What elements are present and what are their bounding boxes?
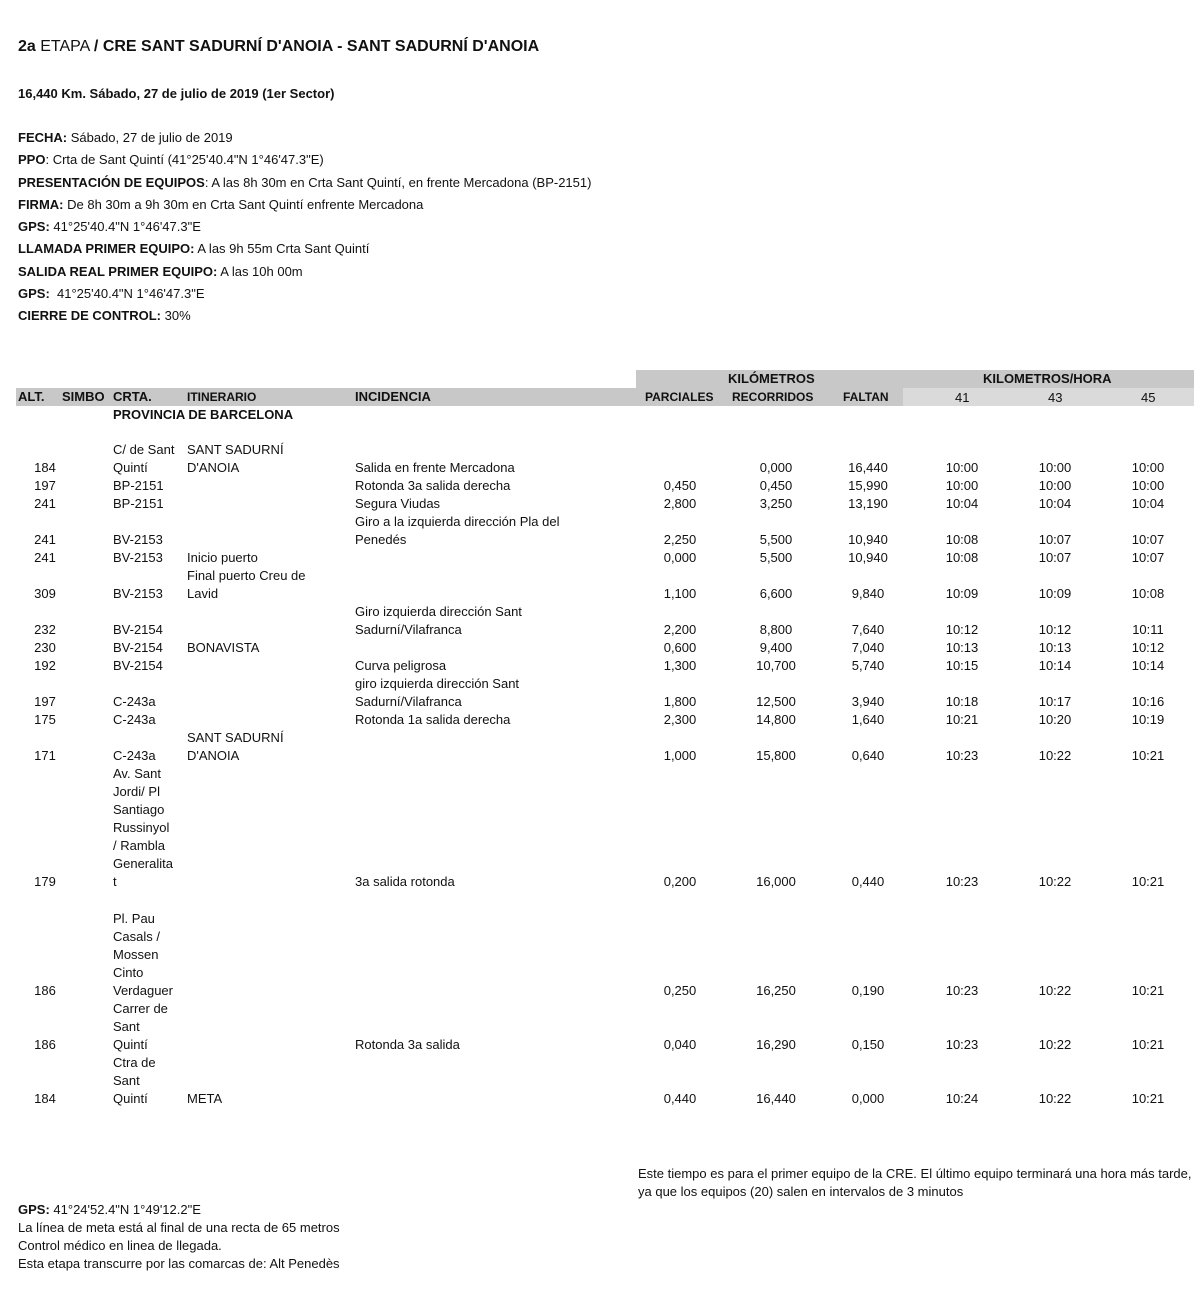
- cell-t45: 10:00: [1131, 460, 1165, 475]
- cell-t41: 10:04: [945, 496, 979, 511]
- stage-title: [18, 38, 539, 56]
- cell-t45: 10:07: [1131, 532, 1165, 547]
- stage-number: 2a: [18, 38, 36, 55]
- col-header-alt: ALT.: [18, 389, 45, 404]
- info-ppo: [18, 149, 591, 171]
- cell-par: 1,100: [663, 586, 697, 601]
- stage-word: ETAPA: [40, 38, 90, 55]
- cell-fal: 0,190: [851, 983, 885, 998]
- cell-itin: SANT SADURNÍ D'ANOIA: [187, 442, 284, 475]
- cell-alt: 241: [34, 550, 56, 565]
- finish-gps-label: GPS:: [18, 1202, 50, 1217]
- cell-rec: 5,500: [759, 532, 793, 547]
- cell-inc: Rotonda 3a salida derecha: [355, 478, 511, 493]
- col-header-simbo: SIMBO: [62, 389, 105, 404]
- cell-t45: 10:21: [1131, 1037, 1165, 1052]
- cell-t41: 10:23: [945, 874, 979, 889]
- cell-t41: 10:23: [945, 983, 979, 998]
- finish-gps-value: 41°24'52.4"N 1°49'12.2"E: [49, 1202, 201, 1217]
- info-gps: [18, 216, 591, 238]
- col-header-speed-45: 45: [1141, 390, 1156, 405]
- cell-t41: 10:18: [945, 694, 979, 709]
- cell-crta: C-243a: [113, 712, 156, 727]
- cell-alt: 241: [34, 496, 56, 511]
- info-firma: [18, 194, 591, 216]
- cell-par: 0,250: [663, 983, 697, 998]
- stage-info: [18, 127, 591, 328]
- cell-t45: 10:16: [1131, 694, 1165, 709]
- cell-rec: 0,450: [759, 478, 793, 493]
- cell-alt: 232: [34, 622, 56, 637]
- cell-par: 0,450: [663, 478, 697, 493]
- col-header-speed-41: 41: [955, 390, 970, 405]
- cell-fal: 0,440: [851, 874, 885, 889]
- cell-t41: 10:12: [945, 622, 979, 637]
- cell-fal: 0,000: [851, 1091, 885, 1106]
- cell-rec: 3,250: [759, 496, 793, 511]
- cell-t43: 10:20: [1038, 712, 1072, 727]
- cell-t43: 10:13: [1038, 640, 1072, 655]
- info-cierre: [18, 305, 591, 327]
- cell-par: 0,200: [663, 874, 697, 889]
- cell-crta: Av. Sant Jordi/ Pl Santiago Russinyol / Rambla Generalita t: [113, 766, 173, 889]
- cell-crta: BV-2153: [113, 586, 163, 601]
- cell-rec: 8,800: [759, 622, 793, 637]
- cell-alt: 197: [34, 478, 56, 493]
- info-label: SALIDA REAL PRIMER EQUIPO:: [18, 263, 218, 279]
- cell-fal: 0,150: [851, 1037, 885, 1052]
- cell-t43: 10:12: [1038, 622, 1072, 637]
- info-label: FIRMA:: [18, 196, 64, 212]
- cell-t45: 10:11: [1132, 622, 1164, 637]
- cell-crta: BP-2151: [113, 496, 164, 511]
- medical-control-note: Control médico en linea de llegada.: [18, 1238, 222, 1253]
- cell-t45: 10:08: [1131, 586, 1165, 601]
- finish-info: [18, 1201, 340, 1273]
- finish-line-note: La línea de meta está al final de una recta de 65 metros: [18, 1220, 340, 1235]
- cell-fal: 7,640: [851, 622, 885, 637]
- info-presentacion: [18, 172, 591, 194]
- cell-t43: 10:07: [1038, 550, 1072, 565]
- col-header-incidencia: INCIDENCIA: [355, 389, 431, 404]
- info-value: A las 9h 55m Crta Sant Quintí: [194, 241, 370, 257]
- province-heading: PROVINCIA DE BARCELONA: [113, 407, 294, 422]
- cell-t41: 10:23: [945, 748, 979, 763]
- cell-itin: META: [187, 1091, 223, 1106]
- group-header-kilometros: KILÓMETROS: [728, 371, 815, 386]
- cell-inc: Salida en frente Mercadona: [355, 460, 515, 475]
- cell-t45: 10:12: [1131, 640, 1165, 655]
- cell-crta: Pl. Pau Casals / Mossen Cinto Verdaguer: [113, 911, 173, 998]
- cell-rec: 9,400: [759, 640, 793, 655]
- cell-t43: 10:22: [1038, 874, 1072, 889]
- cell-t43: 10:22: [1038, 748, 1072, 763]
- cell-alt: 184: [34, 460, 56, 475]
- info-llamada: [18, 238, 591, 260]
- cell-t41: 10:23: [945, 1037, 979, 1052]
- cell-par: 2,200: [663, 622, 697, 637]
- cell-crta: BV-2153: [113, 532, 163, 547]
- cell-t45: 10:19: [1131, 712, 1165, 727]
- cell-crta: C/ de Sant Quintí: [113, 442, 175, 475]
- cell-t41: 10:21: [945, 712, 979, 727]
- cell-alt: 230: [34, 640, 56, 655]
- info-value: 41°25'40.4"N 1°46'47.3"E: [49, 286, 205, 302]
- cell-t41: 10:00: [945, 478, 979, 493]
- cell-rec: 10,700: [756, 658, 796, 673]
- cell-par: 0,040: [663, 1037, 697, 1052]
- info-value: : Crta de Sant Quintí (41°25'40.4"N 1°46'47.3"E): [45, 152, 324, 168]
- cell-rec: 16,290: [756, 1037, 796, 1052]
- cell-alt: 186: [34, 1037, 56, 1052]
- cell-par: 2,300: [663, 712, 697, 727]
- cell-crta: BP-2151: [113, 478, 164, 493]
- info-label: CIERRE DE CONTROL:: [18, 308, 161, 324]
- cell-inc: giro izquierda dirección Sant Sadurní/Vilafranca: [355, 676, 520, 709]
- cell-t41: 10:24: [945, 1091, 979, 1106]
- cell-t43: 10:00: [1038, 478, 1072, 493]
- col-header-recorridos: RECORRIDOS: [732, 390, 814, 404]
- cell-crta: C-243a: [113, 694, 156, 709]
- timing-note: Este tiempo es para el primer equipo de la CRE. El último equipo terminará una hora más tarde, ya que los equipos (20) salen en intervalos de 3 minutos: [638, 1166, 1192, 1199]
- cell-t41: 10:09: [945, 586, 979, 601]
- cell-fal: 0,640: [851, 748, 885, 763]
- cell-alt: 179: [34, 874, 56, 889]
- info-value: : A las 8h 30m en Crta Sant Quintí, en frente Mercadona (BP-2151): [204, 174, 592, 190]
- cell-fal: 15,990: [848, 478, 888, 493]
- info-fecha: [18, 127, 591, 149]
- cell-t43: 10:22: [1038, 1091, 1072, 1106]
- info-label: LLAMADA PRIMER EQUIPO:: [18, 241, 195, 257]
- cell-t41: 10:08: [945, 532, 979, 547]
- cell-t43: 10:00: [1038, 460, 1072, 475]
- cell-fal: 5,740: [851, 658, 885, 673]
- cell-inc: 3a salida rotonda: [355, 874, 455, 889]
- info-value: 30%: [161, 308, 191, 324]
- cell-t45: 10:04: [1131, 496, 1165, 511]
- cell-fal: 1,640: [851, 712, 885, 727]
- cell-fal: 10,940: [848, 550, 888, 565]
- cell-par: 0,440: [663, 1091, 697, 1106]
- cell-fal: 10,940: [848, 532, 888, 547]
- col-header-itinerario: ITINERARIO: [187, 390, 257, 404]
- info-label: PRESENTACIÓN DE EQUIPOS: [18, 174, 205, 190]
- cell-t45: 10:14: [1131, 658, 1165, 673]
- cell-t45: 10:21: [1131, 1091, 1165, 1106]
- cell-crta: Carrer de Sant Quintí: [113, 1001, 168, 1052]
- cell-alt: 197: [34, 694, 56, 709]
- info-label: PPO: [18, 152, 46, 168]
- stage-subtitle: 16,440 Km. Sábado, 27 de julio de 2019 (1er Sector): [18, 86, 335, 101]
- col-header-crta: CRTA.: [113, 389, 152, 404]
- cell-alt: 192: [34, 658, 56, 673]
- cell-fal: 16,440: [848, 460, 888, 475]
- comarcas-note: Esta etapa transcurre por las comarcas de: Alt Penedès: [18, 1256, 340, 1271]
- cell-rec: 0,000: [759, 460, 793, 475]
- cell-t43: 10:22: [1038, 983, 1072, 998]
- info-label: GPS:: [18, 219, 50, 235]
- cell-fal: 7,040: [851, 640, 885, 655]
- cell-t41: 10:08: [945, 550, 979, 565]
- cell-crta: BV-2153: [113, 550, 163, 565]
- cell-par: 1,000: [663, 748, 697, 763]
- cell-t43: 10:14: [1038, 658, 1072, 673]
- cell-crta: C-243a: [113, 748, 156, 763]
- info-label: FECHA:: [18, 130, 68, 145]
- cell-t45: 10:21: [1131, 748, 1165, 763]
- cell-inc: Giro izquierda dirección Sant Sadurní/Vilafranca: [355, 604, 522, 637]
- col-header-faltan: FALTAN: [843, 390, 889, 404]
- cell-itin: Final puerto Creu de Lavid: [187, 568, 306, 601]
- cell-par: 1,800: [663, 694, 697, 709]
- cell-t41: 10:13: [945, 640, 979, 655]
- cell-itin: Inicio puerto: [187, 550, 258, 565]
- info-value: Sábado, 27 de julio de 2019: [67, 130, 233, 145]
- cell-t43: 10:07: [1038, 532, 1072, 547]
- cell-inc: Rotonda 3a salida: [355, 1037, 460, 1052]
- stage-route: CRE SANT SADURNÍ D'ANOIA - SANT SADURNÍ D'ANOIA: [102, 38, 540, 55]
- cell-alt: 309: [34, 586, 56, 601]
- cell-rec: 6,600: [759, 586, 793, 601]
- cell-itin: SANT SADURNÍ D'ANOIA: [187, 730, 284, 763]
- cell-t43: 10:17: [1038, 694, 1072, 709]
- cell-t45: 10:00: [1131, 478, 1165, 493]
- group-header-kmh: KILOMETROS/HORA: [983, 371, 1112, 386]
- cell-inc: Giro a la izquierda dirección Pla del Penedés: [355, 514, 560, 547]
- cell-rec: 15,800: [756, 748, 796, 763]
- cell-par: 0,000: [663, 550, 697, 565]
- table-row: [0, 625, 1200, 765]
- cell-itin: BONAVISTA: [187, 640, 260, 655]
- cell-t45: 10:21: [1131, 983, 1165, 998]
- cell-fal: 9,840: [851, 586, 885, 601]
- cell-rec: 16,000: [756, 874, 796, 889]
- info-salida: [18, 261, 591, 283]
- cell-inc: Curva peligrosa: [355, 658, 447, 673]
- cell-par: 2,250: [663, 532, 697, 547]
- title-separator: /: [93, 38, 99, 55]
- cell-alt: 171: [34, 748, 56, 763]
- info-gps-2: [18, 283, 591, 305]
- col-header-speed-43: 43: [1048, 390, 1063, 405]
- cell-t45: 10:07: [1131, 550, 1165, 565]
- cell-t41: 10:15: [945, 658, 979, 673]
- cell-rec: 16,440: [756, 1091, 796, 1106]
- info-label: GPS:: [18, 286, 50, 302]
- cell-t43: 10:09: [1038, 586, 1072, 601]
- cell-rec: 16,250: [756, 983, 796, 998]
- cell-crta: Ctra de Sant Quintí: [113, 1055, 156, 1106]
- cell-rec: 12,500: [756, 694, 796, 709]
- cell-t41: 10:00: [945, 460, 979, 475]
- cell-t45: 10:21: [1131, 874, 1165, 889]
- info-value: De 8h 30m a 9h 30m en Crta Sant Quintí enfrente Mercadona: [63, 196, 424, 212]
- cell-fal: 13,190: [848, 496, 888, 511]
- cell-crta: BV-2154: [113, 622, 163, 637]
- info-value: A las 10h 00m: [217, 263, 303, 279]
- cell-crta: BV-2154: [113, 658, 163, 673]
- cell-par: 2,800: [663, 496, 697, 511]
- cell-crta: BV-2154: [113, 640, 163, 655]
- cell-alt: 184: [34, 1091, 56, 1106]
- cell-rec: 5,500: [759, 550, 793, 565]
- cell-alt: 186: [34, 983, 56, 998]
- cell-rec: 14,800: [756, 712, 796, 727]
- col-header-parciales: PARCIALES: [645, 390, 714, 404]
- cell-alt: 241: [34, 532, 56, 547]
- cell-t43: 10:04: [1038, 496, 1072, 511]
- cell-inc: Segura Viudas: [355, 496, 441, 511]
- cell-par: 0,600: [663, 640, 697, 655]
- cell-inc: Rotonda 1a salida derecha: [355, 712, 511, 727]
- table-row: [0, 968, 1200, 1108]
- cell-alt: 175: [34, 712, 56, 727]
- cell-fal: 3,940: [851, 694, 885, 709]
- cell-t43: 10:22: [1038, 1037, 1072, 1052]
- cell-par: 1,300: [663, 658, 697, 673]
- finish-gps: [18, 1201, 340, 1219]
- info-value: 41°25'40.4"N 1°46'47.3"E: [49, 219, 201, 235]
